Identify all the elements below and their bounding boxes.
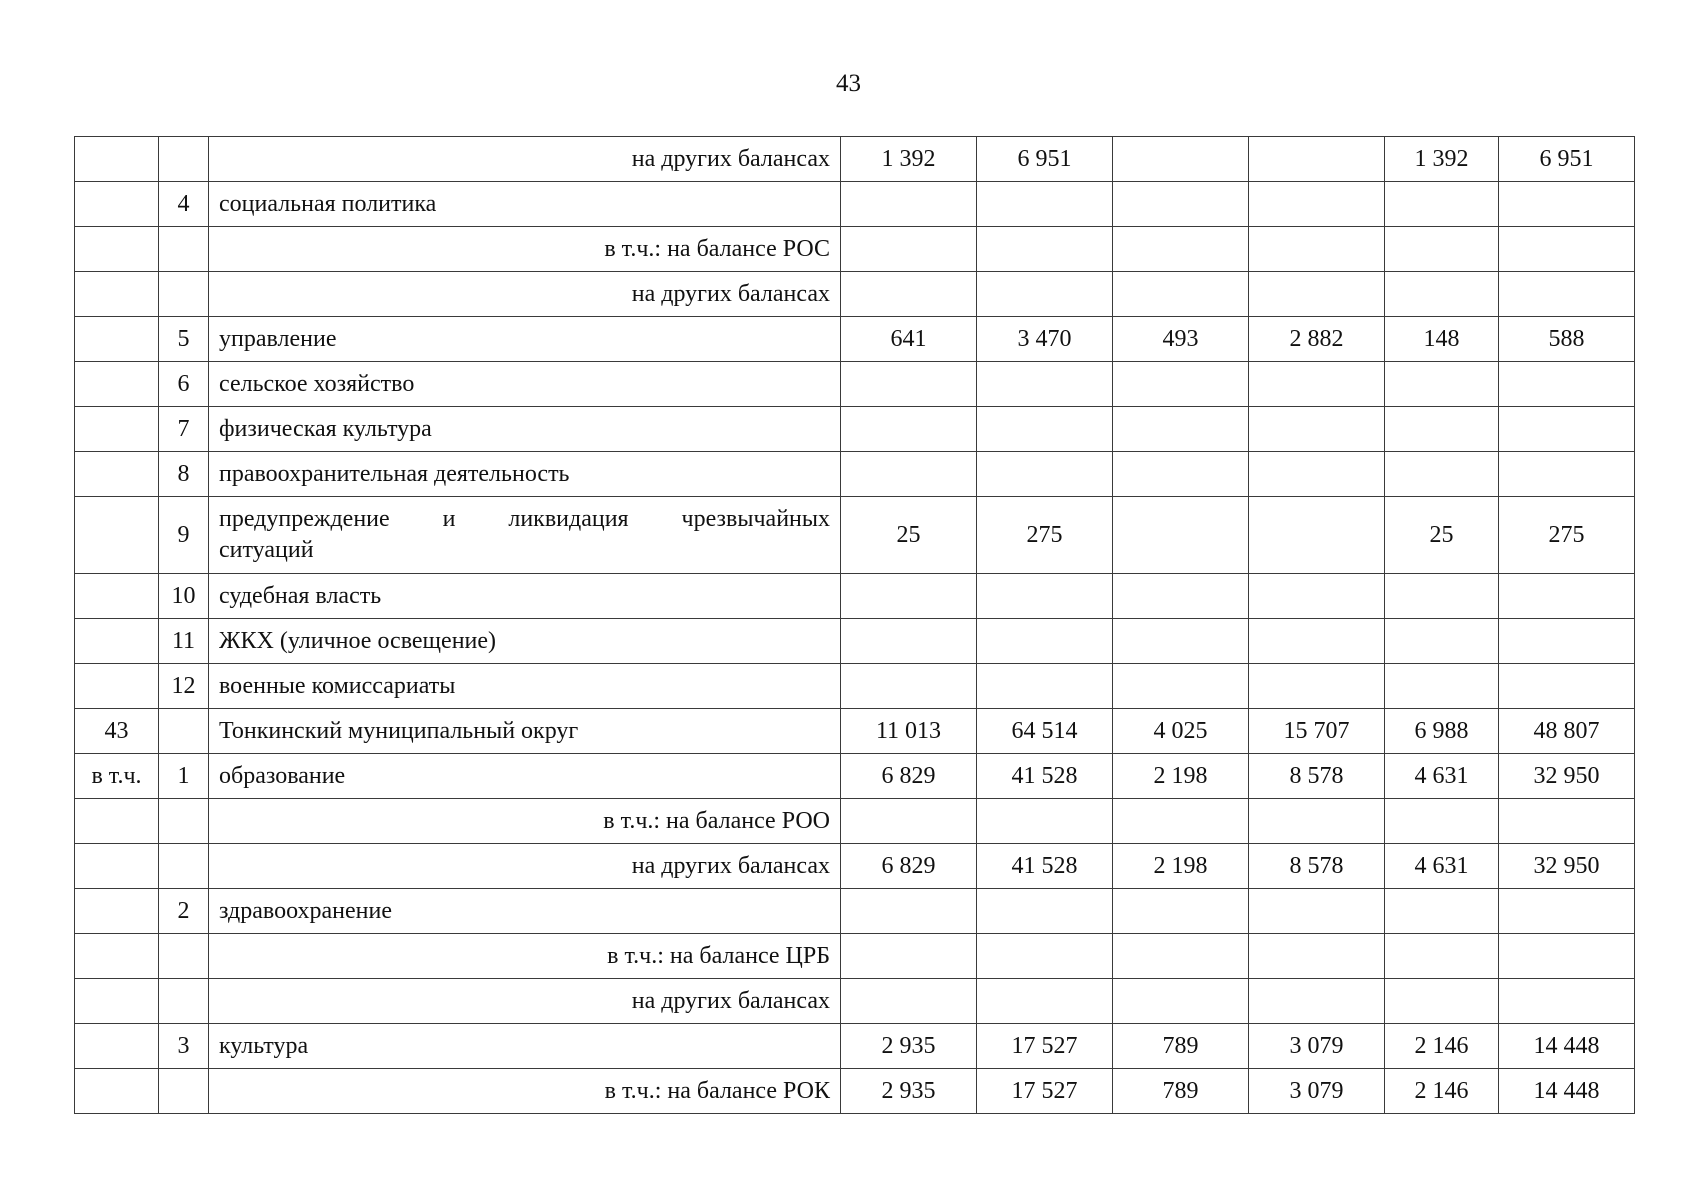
value-cell-col-1	[841, 362, 977, 407]
value-cell-col-1: 25	[841, 497, 977, 574]
row-number: 5	[159, 317, 209, 362]
value-cell-col-1: 2 935	[841, 1024, 977, 1069]
value-cell-col-2	[977, 452, 1113, 497]
value-cell-col-1	[841, 272, 977, 317]
value-cell-col-4	[1249, 934, 1385, 979]
row-code	[75, 227, 159, 272]
row-number: 12	[159, 664, 209, 709]
row-code	[75, 799, 159, 844]
value-cell-col-1	[841, 227, 977, 272]
table-body	[75, 137, 1635, 1114]
value-cell-col-6	[1499, 619, 1635, 664]
value-cell-col-5: 4 631	[1385, 844, 1499, 889]
value-cell-col-1: 641	[841, 317, 977, 362]
row-name: военные комиссариаты	[209, 664, 841, 709]
table-row	[75, 227, 1635, 272]
value-cell-col-6: 275	[1499, 497, 1635, 574]
value-cell-col-3: 4 025	[1113, 709, 1249, 754]
value-cell-col-1	[841, 574, 977, 619]
value-cell-col-6	[1499, 889, 1635, 934]
value-cell-col-2	[977, 979, 1113, 1024]
value-cell-col-2	[977, 889, 1113, 934]
value-cell-col-5: 1 392	[1385, 137, 1499, 182]
value-cell-col-1	[841, 664, 977, 709]
value-cell-col-5: 148	[1385, 317, 1499, 362]
row-number	[159, 709, 209, 754]
value-cell-col-2	[977, 272, 1113, 317]
table-row	[75, 979, 1635, 1024]
row-name: на других балансах	[209, 979, 841, 1024]
row-code	[75, 934, 159, 979]
table-row	[75, 182, 1635, 227]
row-name: в т.ч.: на балансе РОК	[209, 1069, 841, 1114]
row-code	[75, 317, 159, 362]
value-cell-col-6: 32 950	[1499, 844, 1635, 889]
row-code	[75, 664, 159, 709]
value-cell-col-5: 4 631	[1385, 754, 1499, 799]
table-row	[75, 362, 1635, 407]
value-cell-col-1	[841, 799, 977, 844]
value-cell-col-3	[1113, 664, 1249, 709]
value-cell-col-4	[1249, 407, 1385, 452]
row-name: на других балансах	[209, 272, 841, 317]
value-cell-col-4: 15 707	[1249, 709, 1385, 754]
value-cell-col-6	[1499, 362, 1635, 407]
row-code	[75, 497, 159, 574]
row-name	[209, 497, 841, 574]
value-cell-col-4	[1249, 452, 1385, 497]
value-cell-col-4	[1249, 979, 1385, 1024]
value-cell-col-1: 6 829	[841, 754, 977, 799]
value-cell-col-2	[977, 934, 1113, 979]
value-cell-col-6	[1499, 182, 1635, 227]
table-row	[75, 137, 1635, 182]
table-row	[75, 1024, 1635, 1069]
row-code	[75, 844, 159, 889]
value-cell-col-5	[1385, 934, 1499, 979]
table-row	[75, 497, 1635, 574]
row-name-line-1: предупреждение и ликвидация чрезвычайных	[219, 506, 830, 532]
value-cell-col-3	[1113, 497, 1249, 574]
value-cell-col-1: 2 935	[841, 1069, 977, 1114]
table-row	[75, 754, 1635, 799]
value-cell-col-4	[1249, 227, 1385, 272]
value-cell-col-6: 32 950	[1499, 754, 1635, 799]
table-row	[75, 844, 1635, 889]
table-row	[75, 574, 1635, 619]
row-name: образование	[209, 754, 841, 799]
value-cell-col-2: 3 470	[977, 317, 1113, 362]
row-number	[159, 227, 209, 272]
value-cell-col-3: 2 198	[1113, 844, 1249, 889]
table-row	[75, 317, 1635, 362]
value-cell-col-1	[841, 619, 977, 664]
value-cell-col-3	[1113, 889, 1249, 934]
row-number: 7	[159, 407, 209, 452]
value-cell-col-4: 8 578	[1249, 754, 1385, 799]
value-cell-col-6	[1499, 407, 1635, 452]
row-name: на других балансах	[209, 137, 841, 182]
value-cell-col-3	[1113, 272, 1249, 317]
value-cell-col-4: 2 882	[1249, 317, 1385, 362]
row-name: ЖКХ (уличное освещение)	[209, 619, 841, 664]
value-cell-col-6	[1499, 452, 1635, 497]
value-cell-col-4: 3 079	[1249, 1024, 1385, 1069]
row-name: на других балансах	[209, 844, 841, 889]
row-code	[75, 979, 159, 1024]
row-name: сельское хозяйство	[209, 362, 841, 407]
table-row	[75, 407, 1635, 452]
value-cell-col-2: 6 951	[977, 137, 1113, 182]
value-cell-col-3: 2 198	[1113, 754, 1249, 799]
row-code	[75, 407, 159, 452]
value-cell-col-2: 17 527	[977, 1069, 1113, 1114]
table-row	[75, 889, 1635, 934]
value-cell-col-2: 41 528	[977, 754, 1113, 799]
table-row	[75, 799, 1635, 844]
value-cell-col-2	[977, 362, 1113, 407]
row-number: 3	[159, 1024, 209, 1069]
value-cell-col-3	[1113, 979, 1249, 1024]
row-code	[75, 452, 159, 497]
value-cell-col-6	[1499, 574, 1635, 619]
row-number: 6	[159, 362, 209, 407]
value-cell-col-4	[1249, 889, 1385, 934]
row-code	[75, 619, 159, 664]
value-cell-col-1	[841, 407, 977, 452]
row-code	[75, 574, 159, 619]
value-cell-col-6: 6 951	[1499, 137, 1635, 182]
value-cell-col-6	[1499, 979, 1635, 1024]
row-name: культура	[209, 1024, 841, 1069]
value-cell-col-3: 789	[1113, 1024, 1249, 1069]
table-row	[75, 664, 1635, 709]
table-row	[75, 934, 1635, 979]
row-number	[159, 934, 209, 979]
value-cell-col-4	[1249, 182, 1385, 227]
value-cell-col-2: 64 514	[977, 709, 1113, 754]
value-cell-col-2: 275	[977, 497, 1113, 574]
row-number	[159, 799, 209, 844]
value-cell-col-5	[1385, 574, 1499, 619]
value-cell-col-5	[1385, 799, 1499, 844]
value-cell-col-3	[1113, 137, 1249, 182]
value-cell-col-4	[1249, 799, 1385, 844]
value-cell-col-4	[1249, 619, 1385, 664]
value-cell-col-4	[1249, 664, 1385, 709]
value-cell-col-3	[1113, 452, 1249, 497]
value-cell-col-2	[977, 182, 1113, 227]
table-row	[75, 619, 1635, 664]
row-name: в т.ч.: на балансе РОО	[209, 799, 841, 844]
value-cell-col-2	[977, 799, 1113, 844]
row-name: в т.ч.: на балансе ЦРБ	[209, 934, 841, 979]
value-cell-col-2	[977, 664, 1113, 709]
value-cell-col-6: 14 448	[1499, 1069, 1635, 1114]
row-code: в т.ч.	[75, 754, 159, 799]
row-number: 9	[159, 497, 209, 574]
row-code	[75, 182, 159, 227]
row-number: 4	[159, 182, 209, 227]
value-cell-col-1	[841, 452, 977, 497]
row-name: физическая культура	[209, 407, 841, 452]
row-number	[159, 137, 209, 182]
row-code	[75, 362, 159, 407]
row-number: 11	[159, 619, 209, 664]
row-number	[159, 844, 209, 889]
value-cell-col-5: 2 146	[1385, 1069, 1499, 1114]
row-number	[159, 272, 209, 317]
value-cell-col-5	[1385, 227, 1499, 272]
value-cell-col-4	[1249, 497, 1385, 574]
value-cell-col-5	[1385, 272, 1499, 317]
value-cell-col-2	[977, 574, 1113, 619]
value-cell-col-5	[1385, 452, 1499, 497]
value-cell-col-1: 6 829	[841, 844, 977, 889]
value-cell-col-6	[1499, 664, 1635, 709]
value-cell-col-6: 48 807	[1499, 709, 1635, 754]
row-code	[75, 889, 159, 934]
value-cell-col-1: 11 013	[841, 709, 977, 754]
table-row	[75, 1069, 1635, 1114]
value-cell-col-6: 588	[1499, 317, 1635, 362]
row-code	[75, 137, 159, 182]
value-cell-col-6	[1499, 799, 1635, 844]
value-cell-col-5	[1385, 182, 1499, 227]
row-number: 2	[159, 889, 209, 934]
row-name: управление	[209, 317, 841, 362]
value-cell-col-2: 17 527	[977, 1024, 1113, 1069]
value-cell-col-1: 1 392	[841, 137, 977, 182]
row-code	[75, 1069, 159, 1114]
value-cell-col-3	[1113, 362, 1249, 407]
value-cell-col-2	[977, 407, 1113, 452]
row-name: Тонкинский муниципальный округ	[209, 709, 841, 754]
value-cell-col-5	[1385, 407, 1499, 452]
budget-table	[74, 136, 1635, 1114]
value-cell-col-5	[1385, 664, 1499, 709]
row-number	[159, 1069, 209, 1114]
value-cell-col-3	[1113, 934, 1249, 979]
value-cell-col-4	[1249, 362, 1385, 407]
value-cell-col-4	[1249, 137, 1385, 182]
value-cell-col-2: 41 528	[977, 844, 1113, 889]
row-number: 8	[159, 452, 209, 497]
row-code	[75, 272, 159, 317]
value-cell-col-5: 25	[1385, 497, 1499, 574]
row-code	[75, 1024, 159, 1069]
row-number: 10	[159, 574, 209, 619]
value-cell-col-5	[1385, 619, 1499, 664]
row-name-line-2: ситуаций	[219, 537, 314, 563]
value-cell-col-3	[1113, 182, 1249, 227]
value-cell-col-6	[1499, 227, 1635, 272]
value-cell-col-3	[1113, 799, 1249, 844]
value-cell-col-6	[1499, 272, 1635, 317]
value-cell-col-4: 8 578	[1249, 844, 1385, 889]
table-row	[75, 709, 1635, 754]
value-cell-col-5	[1385, 979, 1499, 1024]
row-code: 43	[75, 709, 159, 754]
page-number: 43	[836, 70, 861, 97]
value-cell-col-6: 14 448	[1499, 1024, 1635, 1069]
value-cell-col-5: 6 988	[1385, 709, 1499, 754]
value-cell-col-3	[1113, 574, 1249, 619]
value-cell-col-6	[1499, 934, 1635, 979]
row-number: 1	[159, 754, 209, 799]
value-cell-col-2	[977, 227, 1113, 272]
row-name: в т.ч.: на балансе РОС	[209, 227, 841, 272]
value-cell-col-5	[1385, 889, 1499, 934]
value-cell-col-3: 493	[1113, 317, 1249, 362]
value-cell-col-5	[1385, 362, 1499, 407]
row-name: правоохранительная деятельность	[209, 452, 841, 497]
value-cell-col-5: 2 146	[1385, 1024, 1499, 1069]
value-cell-col-1	[841, 979, 977, 1024]
value-cell-col-3	[1113, 619, 1249, 664]
value-cell-col-3: 789	[1113, 1069, 1249, 1114]
value-cell-col-3	[1113, 227, 1249, 272]
value-cell-col-2	[977, 619, 1113, 664]
table-row	[75, 452, 1635, 497]
value-cell-col-1	[841, 182, 977, 227]
row-name: судебная власть	[209, 574, 841, 619]
value-cell-col-4: 3 079	[1249, 1069, 1385, 1114]
row-name: социальная политика	[209, 182, 841, 227]
value-cell-col-4	[1249, 272, 1385, 317]
row-name: здравоохранение	[209, 889, 841, 934]
value-cell-col-1	[841, 889, 977, 934]
row-number	[159, 979, 209, 1024]
table-row	[75, 272, 1635, 317]
value-cell-col-1	[841, 934, 977, 979]
value-cell-col-4	[1249, 574, 1385, 619]
value-cell-col-3	[1113, 407, 1249, 452]
